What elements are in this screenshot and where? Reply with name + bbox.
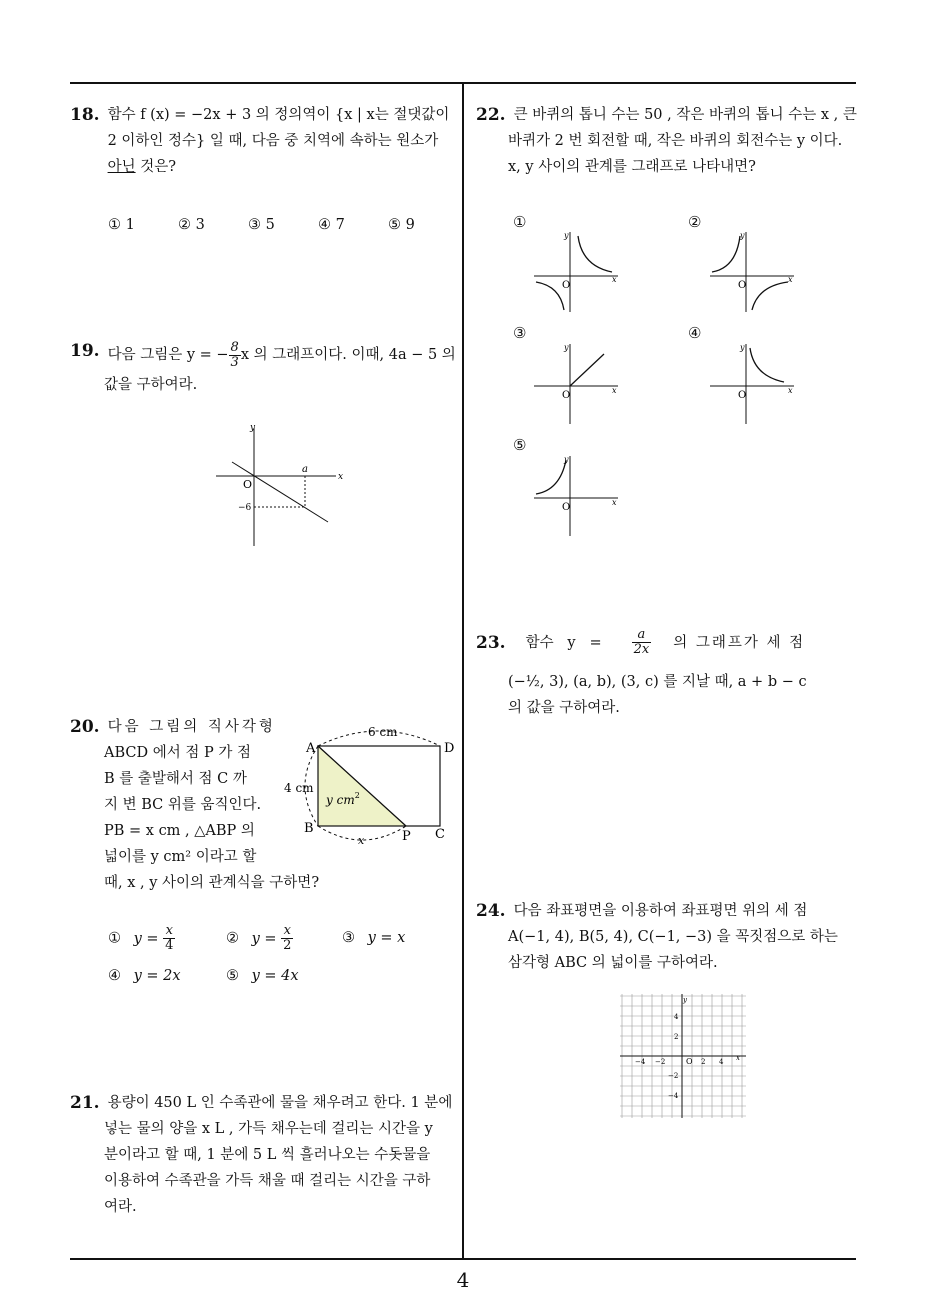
choice-expression: y = 4x xyxy=(251,968,299,984)
x-axis-label: x xyxy=(338,472,344,482)
tick-label-y: 4 xyxy=(674,1013,679,1021)
origin-label: O xyxy=(562,280,571,291)
fraction-denominator: 2 xyxy=(283,938,292,953)
rectangle-figure-20 xyxy=(280,718,460,848)
question-text-line: ABCD 에서 점 P 가 점 xyxy=(104,745,251,761)
question-text-line: A(−1, 4), B(5, 4), C(−1, −3) 을 꼭짓점으로 하는 xyxy=(508,929,838,945)
y-axis-label: y xyxy=(250,423,256,433)
choice-expression: y = x xyxy=(367,930,406,946)
label-area: y $cm^2$ xyxy=(326,791,360,807)
y-axis-label: y xyxy=(740,343,745,352)
label-6cm: 6 cm xyxy=(368,725,398,739)
choice-4[interactable]: ④ 7 xyxy=(318,217,345,233)
choice-4[interactable] xyxy=(108,968,181,984)
question-text-line: 여라. xyxy=(104,1199,137,1215)
fraction-denominator: 2x xyxy=(633,642,650,657)
fraction-numerator: x xyxy=(163,924,175,939)
choice-expression: y = 2x xyxy=(133,968,181,984)
question-number: 18. xyxy=(70,105,100,125)
x-axis-label: x xyxy=(612,275,617,284)
option-mark-5[interactable]: ⑤ xyxy=(513,436,527,454)
vertex-d: D xyxy=(444,741,455,756)
x-axis-label: x xyxy=(736,1054,740,1062)
tick-label-x: −4 xyxy=(635,1058,646,1066)
question-text-line: 넓이를 y cm² 이라고 할 xyxy=(104,849,257,865)
tick-label-y: 2 xyxy=(674,1033,679,1041)
question-text-line: PB = x cm , △ABP 의 xyxy=(104,823,255,839)
question-text-line: 큰 바퀴의 톱니 수는 50 , 작은 바퀴의 톱니 수는 x , 큰 xyxy=(513,107,857,123)
choice-expression: y = xyxy=(251,930,277,947)
curve-q4 xyxy=(752,282,788,310)
question-text: 의 그래프가 세 점 xyxy=(673,634,806,651)
question-text-line: 2 이하인 정수} 일 때, 다음 중 치역에 속하는 원소가 xyxy=(107,133,439,149)
graph-19 xyxy=(210,420,350,550)
question-text-line: 의 값을 구하여라. xyxy=(508,700,620,716)
y-axis-label: y xyxy=(564,231,569,240)
x-axis-label: x xyxy=(788,275,793,284)
bottom-rule xyxy=(70,1258,856,1260)
question-number: 19. xyxy=(70,341,100,361)
choice-1[interactable] xyxy=(108,924,175,953)
choice-mark: ① xyxy=(108,930,121,947)
question-text: x 의 그래프이다. 이때, 4a − 5 의 xyxy=(240,347,456,363)
x-axis-label: x xyxy=(612,386,617,395)
y-axis-label: y xyxy=(564,343,569,352)
coordinate-grid-24 xyxy=(620,994,746,1118)
question-text-line: x, y 사이의 관계를 그래프로 나타내면? xyxy=(508,159,756,175)
a-label: a xyxy=(302,464,308,475)
x-axis-label: x xyxy=(612,498,617,507)
choice-mark: ④ xyxy=(108,968,121,984)
question-number: 21. xyxy=(70,1093,100,1113)
fraction-denominator: 4 xyxy=(165,938,174,953)
question-21 xyxy=(70,1090,460,1220)
point-p: P xyxy=(402,829,411,844)
minus6-label: −6 xyxy=(238,503,252,513)
question-23 xyxy=(476,628,860,721)
option-mark-2[interactable]: ② xyxy=(688,213,702,231)
question-text-line: 함수 f (x) = −2x + 3 의 정의역이 {x | x는 절댓값이 xyxy=(107,107,450,123)
choice-5[interactable] xyxy=(226,968,299,984)
question-19 xyxy=(70,338,460,398)
fraction-numerator: 8 xyxy=(230,339,239,355)
choice-mark: ③ xyxy=(342,930,355,946)
origin-label: O xyxy=(562,390,571,401)
origin-label: O xyxy=(686,1057,693,1066)
choice-5[interactable]: ⑤ 9 xyxy=(388,217,415,233)
choice-2[interactable]: ② 3 xyxy=(178,217,205,233)
question-text-line: 분이라고 할 때, 1 분에 5 L 씩 흘러나오는 수돗물을 xyxy=(104,1147,431,1163)
underlined-word: 아닌 xyxy=(107,159,136,175)
vertex-c: C xyxy=(435,827,445,842)
choice-3[interactable]: ③ 5 xyxy=(248,217,275,233)
option-graph-4[interactable] xyxy=(706,340,798,426)
fraction-numerator: a xyxy=(632,628,652,643)
choice-mark: ② xyxy=(226,930,239,947)
question-text-line: 삼각형 ABC 의 넓이를 구하여라. xyxy=(508,955,718,971)
fraction xyxy=(281,924,293,953)
curve-q1 xyxy=(578,236,612,272)
option-mark-1[interactable]: ① xyxy=(513,213,527,231)
fraction-numerator: x xyxy=(281,924,293,939)
vertex-b: B xyxy=(304,821,314,836)
question-text-line: B 를 출발해서 점 C 까 xyxy=(104,771,247,787)
fraction xyxy=(632,628,652,657)
vertex-a: A xyxy=(306,741,316,756)
question-22 xyxy=(476,102,860,180)
choice-expression: y = xyxy=(133,930,159,947)
question-text-line: 다음 그림의 직사각형 xyxy=(107,719,276,735)
curve-q1 xyxy=(750,348,784,382)
question-text-line: 지 변 BC 위를 움직인다. xyxy=(104,797,262,813)
option-graph-2[interactable] xyxy=(706,228,798,314)
option-graph-1[interactable] xyxy=(530,228,622,314)
fraction-denominator: 3 xyxy=(230,354,239,370)
option-mark-3[interactable]: ③ xyxy=(513,324,527,342)
line-increasing xyxy=(570,354,604,386)
option-graph-5[interactable] xyxy=(530,452,622,538)
choice-3[interactable] xyxy=(342,930,405,946)
tick-label-y: −4 xyxy=(668,1092,679,1100)
y-axis-label: y xyxy=(564,455,569,464)
origin-label: O xyxy=(562,502,571,513)
choice-1[interactable]: ① 1 xyxy=(108,217,135,233)
question-18 xyxy=(70,102,460,180)
question-number: 22. xyxy=(476,105,506,125)
question-24 xyxy=(476,898,860,976)
option-graph-3[interactable] xyxy=(530,340,622,426)
curve-q2 xyxy=(536,460,566,494)
curve-q3 xyxy=(536,282,564,310)
choice-mark: ⑤ xyxy=(226,968,239,984)
tick-label-x: −2 xyxy=(655,1058,666,1066)
origin-label: O xyxy=(738,390,747,401)
question-text: 함수 y = xyxy=(525,634,602,651)
question-text-line: 넣는 물의 양을 x L , 가득 채우는데 걸리는 시간을 y xyxy=(104,1121,433,1137)
label-x: x xyxy=(358,834,365,847)
choice-2[interactable] xyxy=(226,924,293,953)
y-axis-label: y xyxy=(740,231,745,240)
option-mark-4[interactable]: ④ xyxy=(688,324,702,342)
label-4cm: 4 cm xyxy=(284,781,314,795)
curve-q2 xyxy=(712,236,740,272)
question-text-line: 바퀴가 2 번 회전할 때, 작은 바퀴의 회전수는 y 이다. xyxy=(508,133,843,149)
tick-label-x: 4 xyxy=(719,1058,724,1066)
graph-line xyxy=(232,462,328,522)
tick-label-x: 2 xyxy=(701,1058,706,1066)
question-text-line: (−½, 3), (a, b), (3, c) 를 지날 때, a + b − c xyxy=(508,674,807,690)
fraction xyxy=(163,924,175,953)
page-number: 4 xyxy=(456,1268,470,1292)
question-text-line: 이용하여 수족관을 가득 채울 때 걸리는 시간을 구하 xyxy=(104,1173,431,1189)
x-axis-label: x xyxy=(788,386,793,395)
question-text-line: 용량이 450 L 인 수족관에 물을 채우려고 한다. 1 분에 xyxy=(107,1095,453,1111)
fraction xyxy=(229,341,241,370)
origin-label: O xyxy=(243,478,253,491)
y-axis-label: y xyxy=(683,996,687,1004)
question-text-line: 다음 좌표평면을 이용하여 좌표평면 위의 세 점 xyxy=(513,903,808,919)
question-text-tail: 것은? xyxy=(135,159,176,175)
question-text: 다음 그림은 y = − xyxy=(107,347,229,363)
question-text-line: 값을 구하여라. xyxy=(104,377,198,393)
question-number: 23. xyxy=(476,632,506,653)
question-number: 20. xyxy=(70,717,100,737)
origin-label: O xyxy=(738,280,747,291)
tick-label-y: −2 xyxy=(668,1072,679,1080)
question-number: 24. xyxy=(476,901,506,921)
question-text-line: 때, x , y 사이의 관계식을 구하면? xyxy=(104,875,320,891)
column-divider xyxy=(462,82,464,1260)
